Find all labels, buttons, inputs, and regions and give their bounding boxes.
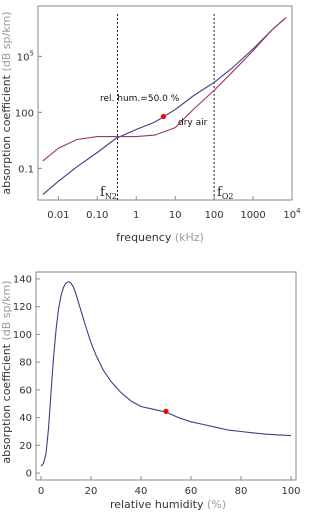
x-tick-label-1: 0.10 (86, 210, 109, 221)
series-line-0 (41, 282, 291, 466)
x-tick-label-4: 80 (234, 486, 248, 497)
series-line-0 (43, 18, 286, 195)
frequency-chart (0, 6, 301, 244)
y-tick-label-2: 40 (19, 413, 32, 425)
x-tick-label-1: 20 (84, 486, 98, 497)
x-ticks (38, 476, 301, 497)
y-tick-label-3: 60 (19, 385, 32, 397)
y-tick-label-4: 80 (19, 357, 32, 369)
x-tick-label-0: 0.01 (47, 210, 70, 221)
series-group (41, 282, 291, 466)
y-tick-label-1: 20 (19, 440, 32, 452)
y-axis-label: absorption coefficient (dB sp/km) (0, 11, 13, 195)
x-tick-label-2: 1 (133, 210, 140, 221)
x-tick-label-4: 100 (204, 210, 224, 221)
y-tick-label-2: $10^5$ (16, 49, 34, 64)
plot-frame (36, 272, 296, 480)
y-axis-label: absorption coefficient (dB sp/km) (0, 280, 13, 464)
annotation-dry-air: dry air (178, 118, 208, 128)
y-tick-label-5: 100 (12, 329, 32, 341)
series-line-1 (43, 18, 286, 161)
x-axis-label: frequency (kHz) (116, 231, 204, 244)
x-tick-label-0: 0 (37, 486, 45, 497)
y-tick-label-0: 0 (25, 468, 32, 480)
x-tick-label-3: 10 (168, 210, 182, 221)
annotation-rel-hum: rel. hum.=50.0 % (100, 94, 180, 104)
highlight-point (163, 409, 168, 414)
x-tick-label-3: 60 (184, 486, 198, 497)
x-tick-label-2: 40 (134, 486, 148, 497)
marker-fo2-label: $f_{O2}$ (217, 185, 234, 201)
humidity-chart (0, 272, 301, 511)
x-tick-label-6: $10^4$ (283, 207, 301, 221)
series-group (43, 18, 286, 195)
highlight-point (161, 114, 166, 119)
y-tick-label-6: 120 (12, 302, 32, 314)
y-tick-label-0: 0.1 (18, 164, 34, 176)
x-tick-label-5: 100 (281, 486, 301, 497)
y-tick-label-1: 100 (14, 108, 34, 120)
marker-lines (117, 14, 214, 200)
x-tick-label-5: 1000 (240, 210, 266, 221)
marker-fn2-label: $f_{N2}$ (100, 185, 117, 201)
y-tick-label-7: 140 (12, 274, 32, 286)
x-axis-label: relative humidity (%) (109, 498, 227, 511)
